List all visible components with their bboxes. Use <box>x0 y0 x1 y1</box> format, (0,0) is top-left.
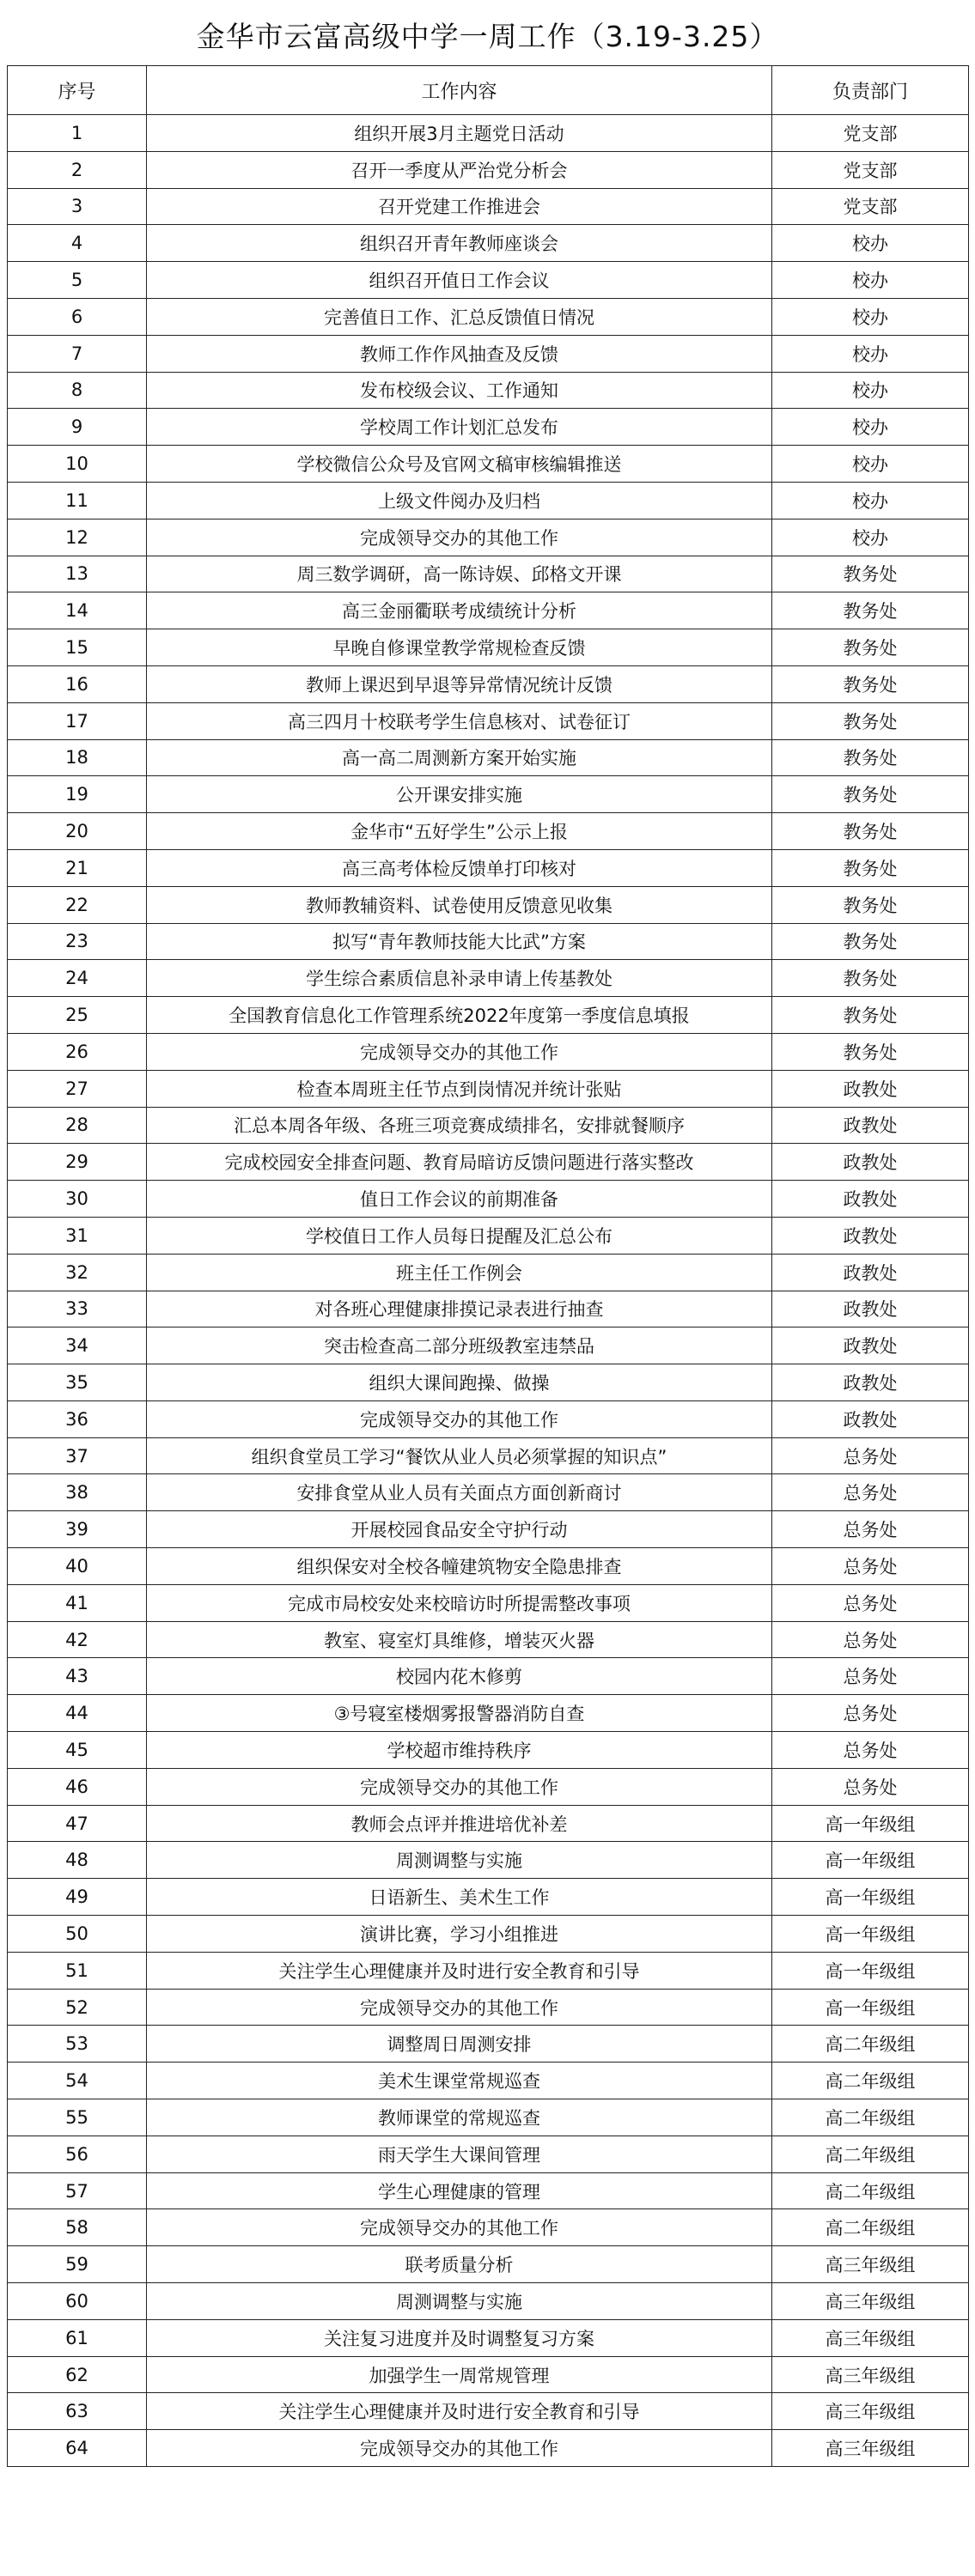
row-number: 63 <box>8 2393 147 2430</box>
row-number: 53 <box>8 2026 147 2063</box>
row-number: 7 <box>8 335 147 372</box>
department: 高二年级组 <box>772 2026 969 2063</box>
table-row <box>8 1107 969 1144</box>
row-number: 29 <box>8 1144 147 1181</box>
work-content: 校园内花木修剪 <box>147 1658 772 1695</box>
table-row <box>8 2356 969 2393</box>
department: 总务处 <box>772 1548 969 1585</box>
work-content: 完善值日工作、汇总反馈值日情况 <box>147 298 772 335</box>
row-number: 33 <box>8 1291 147 1327</box>
work-content: 教师工作作风抽查及反馈 <box>147 335 772 372</box>
table-row <box>8 1474 969 1511</box>
work-content: 完成领导交办的其他工作 <box>147 519 772 556</box>
department: 高二年级组 <box>772 2136 969 2172</box>
row-number: 2 <box>8 151 147 188</box>
department: 校办 <box>772 262 969 299</box>
row-number: 16 <box>8 665 147 702</box>
table-row <box>8 923 969 960</box>
table-row <box>8 1364 969 1401</box>
work-content: 汇总本周各年级、各班三项竞赛成绩排名，安排就餐顺序 <box>147 1107 772 1144</box>
work-content: 召开一季度从严治党分析会 <box>147 151 772 188</box>
row-number: 28 <box>8 1107 147 1144</box>
table-row <box>8 886 969 923</box>
row-number: 26 <box>8 1033 147 1070</box>
table-row <box>8 960 969 997</box>
department: 校办 <box>772 482 969 519</box>
work-content: 关注学生心理健康并及时进行安全教育和引导 <box>147 1952 772 1989</box>
department: 党支部 <box>772 151 969 188</box>
row-number: 24 <box>8 960 147 997</box>
row-number: 11 <box>8 482 147 519</box>
row-number: 60 <box>8 2283 147 2320</box>
table-row <box>8 1768 969 1805</box>
table-row <box>8 2430 969 2467</box>
row-number: 5 <box>8 262 147 299</box>
weekly-work-table <box>7 65 969 2467</box>
table-row <box>8 482 969 519</box>
department: 高二年级组 <box>772 2209 969 2246</box>
table-header <box>8 66 969 115</box>
row-number: 39 <box>8 1511 147 1548</box>
work-content: 召开党建工作推进会 <box>147 188 772 225</box>
table-row <box>8 2393 969 2430</box>
table-row <box>8 776 969 813</box>
table-row <box>8 335 969 372</box>
row-number: 31 <box>8 1217 147 1254</box>
table-row <box>8 372 969 409</box>
table-row <box>8 1621 969 1658</box>
row-number: 10 <box>8 446 147 483</box>
work-content: 完成领导交办的其他工作 <box>147 2209 772 2246</box>
department: 党支部 <box>772 115 969 152</box>
department: 总务处 <box>772 1437 969 1474</box>
work-content: 班主任工作例会 <box>147 1254 772 1291</box>
row-number: 52 <box>8 1989 147 2026</box>
department: 教务处 <box>772 592 969 629</box>
department: 校办 <box>772 225 969 262</box>
department: 高一年级组 <box>772 1952 969 1989</box>
department: 校办 <box>772 446 969 483</box>
department: 教务处 <box>772 739 969 776</box>
department: 教务处 <box>772 776 969 813</box>
table-row <box>8 1989 969 2026</box>
work-content: 组织开展3月主题党日活动 <box>147 115 772 152</box>
table-row <box>8 1584 969 1621</box>
work-content: 完成领导交办的其他工作 <box>147 1768 772 1805</box>
work-content: 教室、寝室灯具维修，增装灭火器 <box>147 1621 772 1658</box>
table-row <box>8 665 969 702</box>
department: 总务处 <box>772 1695 969 1732</box>
header-row <box>8 66 969 115</box>
table-row <box>8 2246 969 2283</box>
department: 教务处 <box>772 1033 969 1070</box>
work-content: 学生心理健康的管理 <box>147 2172 772 2209</box>
department: 高二年级组 <box>772 2063 969 2099</box>
table-row <box>8 1695 969 1732</box>
department: 教务处 <box>772 960 969 997</box>
table-body <box>8 115 969 2467</box>
department: 高三年级组 <box>772 2393 969 2430</box>
table-row <box>8 2026 969 2063</box>
row-number: 64 <box>8 2430 147 2467</box>
department: 高三年级组 <box>772 2283 969 2320</box>
table-row <box>8 519 969 556</box>
row-number: 20 <box>8 813 147 850</box>
work-content: 调整周日周测安排 <box>147 2026 772 2063</box>
work-content: 上级文件阅办及归档 <box>147 482 772 519</box>
work-content: 组织大课间跑操、做操 <box>147 1364 772 1401</box>
table-row <box>8 629 969 666</box>
work-content: 高三四月十校联考学生信息核对、试卷征订 <box>147 702 772 739</box>
work-content: 完成领导交办的其他工作 <box>147 1989 772 2026</box>
row-number: 45 <box>8 1732 147 1769</box>
work-content: 教师课堂的常规巡查 <box>147 2099 772 2136</box>
row-number: 61 <box>8 2319 147 2356</box>
work-content: 完成领导交办的其他工作 <box>147 1033 772 1070</box>
work-content: 联考质量分析 <box>147 2246 772 2283</box>
table-row <box>8 1254 969 1291</box>
work-content: 对各班心理健康排摸记录表进行抽查 <box>147 1291 772 1327</box>
row-number: 35 <box>8 1364 147 1401</box>
row-number: 48 <box>8 1842 147 1879</box>
work-content: 安排食堂从业人员有关面点方面创新商讨 <box>147 1474 772 1511</box>
table-row <box>8 2136 969 2172</box>
department: 教务处 <box>772 886 969 923</box>
row-number: 1 <box>8 115 147 152</box>
work-content: 完成领导交办的其他工作 <box>147 2430 772 2467</box>
header-department: 负责部门 <box>772 66 969 115</box>
work-content: 组织保安对全校各幢建筑物安全隐患排查 <box>147 1548 772 1585</box>
work-content: 教师会点评并推进培优补差 <box>147 1805 772 1842</box>
department: 政教处 <box>772 1254 969 1291</box>
department: 总务处 <box>772 1511 969 1548</box>
row-number: 58 <box>8 2209 147 2246</box>
work-content: 高一高二周测新方案开始实施 <box>147 739 772 776</box>
department: 校办 <box>772 372 969 409</box>
table-row <box>8 1327 969 1364</box>
work-content: 高三金丽衢联考成绩统计分析 <box>147 592 772 629</box>
department: 政教处 <box>772 1364 969 1401</box>
work-content: 组织召开值日工作会议 <box>147 262 772 299</box>
table-row <box>8 1291 969 1327</box>
work-content: 美术生课堂常规巡查 <box>147 2063 772 2099</box>
table-row <box>8 446 969 483</box>
department: 政教处 <box>772 1070 969 1107</box>
row-number: 49 <box>8 1879 147 1916</box>
work-content: 金华市“五好学生”公示上报 <box>147 813 772 850</box>
row-number: 38 <box>8 1474 147 1511</box>
department: 政教处 <box>772 1144 969 1181</box>
row-number: 23 <box>8 923 147 960</box>
work-content: 学校值日工作人员每日提醒及汇总公布 <box>147 1217 772 1254</box>
department: 高三年级组 <box>772 2246 969 2283</box>
department: 教务处 <box>772 665 969 702</box>
department: 总务处 <box>772 1768 969 1805</box>
row-number: 19 <box>8 776 147 813</box>
department: 党支部 <box>772 188 969 225</box>
header-number: 序号 <box>8 66 147 115</box>
work-content: 学校微信公众号及官网文稿审核编辑推送 <box>147 446 772 483</box>
row-number: 43 <box>8 1658 147 1695</box>
row-number: 37 <box>8 1437 147 1474</box>
department: 教务处 <box>772 997 969 1034</box>
row-number: 9 <box>8 409 147 446</box>
work-content: 开展校园食品安全守护行动 <box>147 1511 772 1548</box>
work-content: 高三高考体检反馈单打印核对 <box>147 849 772 886</box>
row-number: 59 <box>8 2246 147 2283</box>
row-number: 42 <box>8 1621 147 1658</box>
row-number: 55 <box>8 2099 147 2136</box>
row-number: 13 <box>8 556 147 592</box>
row-number: 47 <box>8 1805 147 1842</box>
header-work-content: 工作内容 <box>147 66 772 115</box>
row-number: 32 <box>8 1254 147 1291</box>
table-row <box>8 2319 969 2356</box>
table-row <box>8 1033 969 1070</box>
work-content: 早晚自修课堂教学常规检查反馈 <box>147 629 772 666</box>
department: 政教处 <box>772 1217 969 1254</box>
department: 校办 <box>772 519 969 556</box>
row-number: 56 <box>8 2136 147 2172</box>
work-content: 雨天学生大课间管理 <box>147 2136 772 2172</box>
row-number: 15 <box>8 629 147 666</box>
work-content: 学生综合素质信息补录申请上传基教处 <box>147 960 772 997</box>
table-row <box>8 1952 969 1989</box>
row-number: 6 <box>8 298 147 335</box>
department: 高一年级组 <box>772 1842 969 1879</box>
department: 校办 <box>772 298 969 335</box>
row-number: 46 <box>8 1768 147 1805</box>
work-content: 教师上课迟到早退等异常情况统计反馈 <box>147 665 772 702</box>
work-content: 突击检查高二部分班级教室违禁品 <box>147 1327 772 1364</box>
row-number: 4 <box>8 225 147 262</box>
work-content: 全国教育信息化工作管理系统2022年度第一季度信息填报 <box>147 997 772 1034</box>
department: 高一年级组 <box>772 1916 969 1953</box>
department: 教务处 <box>772 629 969 666</box>
row-number: 30 <box>8 1181 147 1218</box>
table-row <box>8 1070 969 1107</box>
department: 政教处 <box>772 1400 969 1437</box>
table-row <box>8 702 969 739</box>
department: 教务处 <box>772 849 969 886</box>
work-content: 完成领导交办的其他工作 <box>147 1400 772 1437</box>
department: 教务处 <box>772 813 969 850</box>
row-number: 14 <box>8 592 147 629</box>
work-content: 值日工作会议的前期准备 <box>147 1181 772 1218</box>
work-content: 周测调整与实施 <box>147 1842 772 1879</box>
department: 高一年级组 <box>772 1879 969 1916</box>
table-row <box>8 115 969 152</box>
table-row <box>8 1658 969 1695</box>
table-row <box>8 1732 969 1769</box>
row-number: 51 <box>8 1952 147 1989</box>
department: 校办 <box>772 409 969 446</box>
row-number: 62 <box>8 2356 147 2393</box>
department: 高一年级组 <box>772 1989 969 2026</box>
table-row <box>8 1217 969 1254</box>
work-content: 周测调整与实施 <box>147 2283 772 2320</box>
department: 高二年级组 <box>772 2172 969 2209</box>
table-row <box>8 1400 969 1437</box>
department: 高三年级组 <box>772 2356 969 2393</box>
work-content: 学校超市维持秩序 <box>147 1732 772 1769</box>
work-content: 拟写“青年教师技能大比武”方案 <box>147 923 772 960</box>
department: 高二年级组 <box>772 2099 969 2136</box>
table-row <box>8 1548 969 1585</box>
table-row <box>8 188 969 225</box>
row-number: 17 <box>8 702 147 739</box>
table-row <box>8 1805 969 1842</box>
work-content: 关注学生心理健康并及时进行安全教育和引导 <box>147 2393 772 2430</box>
row-number: 12 <box>8 519 147 556</box>
row-number: 3 <box>8 188 147 225</box>
work-content: 加强学生一周常规管理 <box>147 2356 772 2393</box>
row-number: 8 <box>8 372 147 409</box>
table-row <box>8 409 969 446</box>
table-row <box>8 2063 969 2099</box>
table-row <box>8 1879 969 1916</box>
table-row <box>8 225 969 262</box>
table-row <box>8 813 969 850</box>
work-content: 完成市局校安处来校暗访时所提需整改事项 <box>147 1584 772 1621</box>
table-row <box>8 2209 969 2246</box>
table-row <box>8 1916 969 1953</box>
row-number: 25 <box>8 997 147 1034</box>
department: 政教处 <box>772 1291 969 1327</box>
row-number: 41 <box>8 1584 147 1621</box>
department: 教务处 <box>772 923 969 960</box>
department: 政教处 <box>772 1181 969 1218</box>
work-content: 学校周工作计划汇总发布 <box>147 409 772 446</box>
work-content: ③号寝室楼烟雾报警器消防自查 <box>147 1695 772 1732</box>
work-content: 检查本周班主任节点到岗情况并统计张贴 <box>147 1070 772 1107</box>
table-row <box>8 1437 969 1474</box>
work-content: 教师教辅资料、试卷使用反馈意见收集 <box>147 886 772 923</box>
row-number: 27 <box>8 1070 147 1107</box>
department: 总务处 <box>772 1474 969 1511</box>
department: 总务处 <box>772 1621 969 1658</box>
department: 总务处 <box>772 1658 969 1695</box>
work-content: 发布校级会议、工作通知 <box>147 372 772 409</box>
work-content: 组织食堂员工学习“餐饮从业人员必须掌握的知识点” <box>147 1437 772 1474</box>
table-row <box>8 1181 969 1218</box>
row-number: 18 <box>8 739 147 776</box>
table-row <box>8 556 969 592</box>
department: 高三年级组 <box>772 2319 969 2356</box>
table-row <box>8 739 969 776</box>
work-content: 周三数学调研，高一陈诗娱、邱格文开课 <box>147 556 772 592</box>
department: 高一年级组 <box>772 1805 969 1842</box>
work-content: 关注复习进度并及时调整复习方案 <box>147 2319 772 2356</box>
table-row <box>8 262 969 299</box>
department: 教务处 <box>772 702 969 739</box>
row-number: 22 <box>8 886 147 923</box>
department: 政教处 <box>772 1107 969 1144</box>
row-number: 54 <box>8 2063 147 2099</box>
department: 总务处 <box>772 1584 969 1621</box>
table-row <box>8 849 969 886</box>
table-row <box>8 2099 969 2136</box>
table-row <box>8 1144 969 1181</box>
table-row <box>8 2172 969 2209</box>
work-content: 公开课安排实施 <box>147 776 772 813</box>
department: 总务处 <box>772 1732 969 1769</box>
row-number: 44 <box>8 1695 147 1732</box>
department: 高三年级组 <box>772 2430 969 2467</box>
table-row <box>8 997 969 1034</box>
table-row <box>8 298 969 335</box>
row-number: 50 <box>8 1916 147 1953</box>
work-content: 组织召开青年教师座谈会 <box>147 225 772 262</box>
department: 校办 <box>772 335 969 372</box>
work-content: 演讲比赛，学习小组推进 <box>147 1916 772 1953</box>
table-row <box>8 1842 969 1879</box>
table-row <box>8 151 969 188</box>
work-content: 完成校园安全排查问题、教育局暗访反馈问题进行落实整改 <box>147 1144 772 1181</box>
work-content: 日语新生、美术生工作 <box>147 1879 772 1916</box>
row-number: 34 <box>8 1327 147 1364</box>
table-row <box>8 2283 969 2320</box>
page-title: 金华市云富高级中学一周工作（3.19-3.25） <box>196 19 779 53</box>
department: 教务处 <box>772 556 969 592</box>
row-number: 36 <box>8 1400 147 1437</box>
department: 政教处 <box>772 1327 969 1364</box>
table-row <box>8 1511 969 1548</box>
row-number: 40 <box>8 1548 147 1585</box>
row-number: 57 <box>8 2172 147 2209</box>
row-number: 21 <box>8 849 147 886</box>
table-row <box>8 592 969 629</box>
